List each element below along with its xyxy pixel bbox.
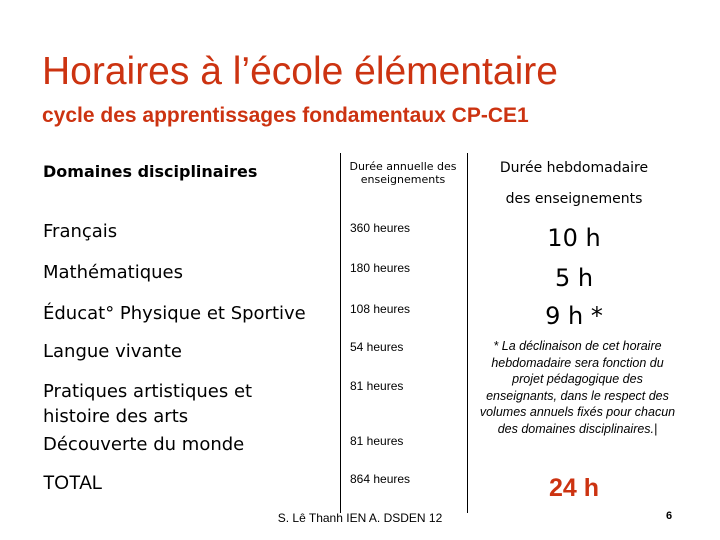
- row-annual-mathematiques: 180 heures: [350, 261, 411, 275]
- weekly-footnote: * La déclinaison de cet horaire hebdomadaire sera fonction du projet pédagogique des enseignants, dans le respect des volumes annuels fixés pour chacun des domaines disciplinaires.|: [479, 339, 676, 436]
- row-domain-francais: Français: [43, 221, 118, 242]
- header-weekly-line2: des enseignements: [505, 191, 643, 207]
- row-annual-total: 864 heures: [350, 472, 411, 486]
- header-domains: Domaines disciplinaires: [43, 162, 258, 181]
- header-weekly-line1: Durée hebdomadaire: [499, 160, 649, 176]
- header-weekly: [476, 160, 672, 207]
- header-annual: Durée annuelle des enseignements: [349, 160, 457, 186]
- row-weekly-eps: 9 h *: [545, 302, 603, 330]
- row-domain-total: TOTAL: [43, 473, 103, 494]
- page-number: 6: [666, 510, 673, 522]
- row-annual-pratiques-artistiques: 81 heures: [350, 379, 404, 393]
- row-domain-mathematiques: Mathématiques: [43, 262, 184, 283]
- row-domain-pratiques-artistiques: Pratiques artistiques et histoire des arts: [43, 381, 253, 427]
- row-weekly-total: 24 h: [548, 474, 600, 502]
- row-domain-langue-vivante: Langue vivante: [43, 341, 182, 362]
- row-annual-eps: 108 heures: [350, 302, 411, 316]
- column-divider: [467, 153, 468, 513]
- footer-author: S. Lê Thanh IEN A. DSDEN 12: [277, 511, 443, 525]
- row-weekly-mathematiques: 5 h: [554, 264, 594, 292]
- row-annual-francais: 360 heures: [350, 221, 411, 235]
- page-title: Horaires à l’école élémentaire: [42, 50, 558, 93]
- row-annual-decouverte-monde: 81 heures: [350, 434, 404, 448]
- column-divider: [340, 153, 341, 513]
- row-domain-decouverte-monde: Découverte du monde: [43, 434, 245, 455]
- page-subtitle: cycle des apprentissages fondamentaux CP-CE1: [42, 104, 529, 127]
- row-annual-langue-vivante: 54 heures: [350, 340, 404, 354]
- row-weekly-francais: 10 h: [547, 224, 601, 252]
- row-domain-eps: Éducat° Physique et Sportive: [43, 303, 306, 324]
